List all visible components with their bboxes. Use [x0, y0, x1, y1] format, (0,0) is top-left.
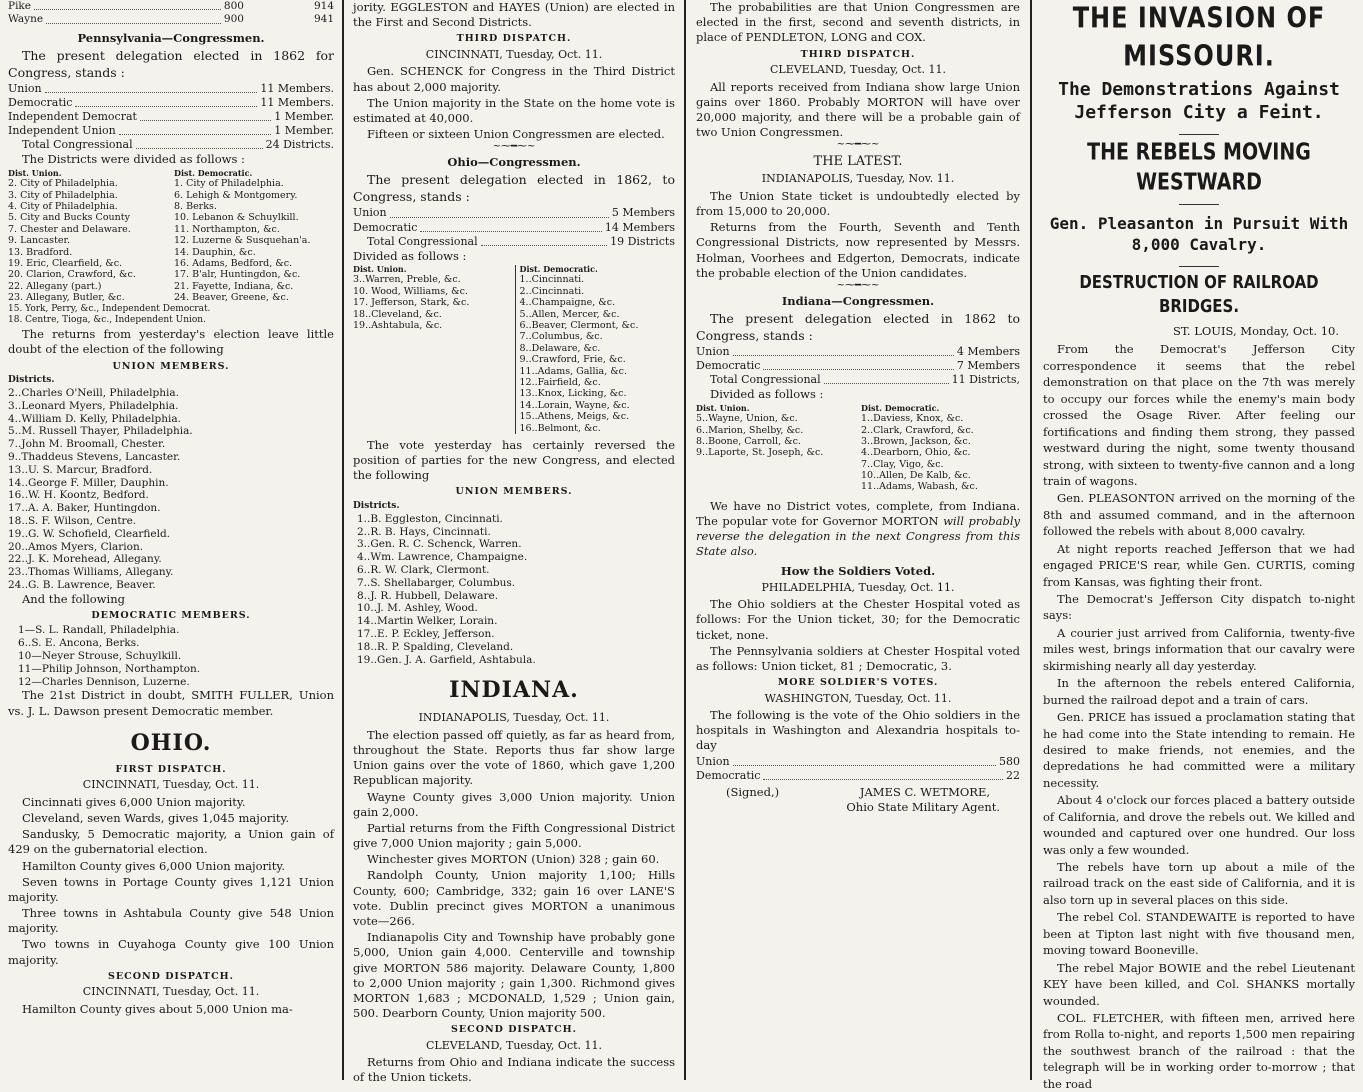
article-para: Gen. PLEASONTON arrived on the morning of the 8th and assumed command, and in the afternoon followed the rebels with about 8,000 cavalry.: [1043, 491, 1355, 539]
district-entry: 7..Clay, Vigo, &c.: [861, 458, 944, 470]
signature-block: [696, 785, 1020, 800]
third-dateline: CLEVELAND, Tuesday, Oct. 11.: [769, 63, 947, 77]
ornament-rule: ~⁓━⁓~: [836, 279, 880, 291]
district-entry: 21. Fayette, Indiana, &c.: [174, 280, 294, 292]
indiana-total: [710, 373, 1020, 387]
district-entry: 17. B'alr, Huntingdon, &c.: [174, 269, 301, 281]
tally-label: Union: [353, 206, 387, 220]
oh-union-members-heading: UNION MEMBERS.: [455, 486, 573, 498]
tally-row: [696, 769, 1020, 783]
member-entry: 8..J. R. Hubbell, Delaware.: [357, 589, 499, 602]
district-entry: 1. City of Philadelphia.: [174, 178, 284, 190]
tally-value: 22: [1006, 768, 1020, 782]
pa-dem-header: Dist. Democratic.: [174, 167, 253, 178]
districts-label: Districts.: [8, 375, 55, 386]
latest-dateline: INDIANAPOLIS, Tuesday, Nov. 11.: [761, 172, 955, 186]
tally-row: [8, 96, 334, 110]
article-para: In the afternoon the rebels entered California, burned the railroad depot and a train of cars.: [1043, 676, 1355, 707]
article-para: About 4 o'clock our forces placed a battery outside of California, and drove the rebels out. We killed and wounded and captured over one hundred. Our loss was only a few wounded.: [1043, 793, 1355, 857]
leader-dots: [763, 359, 953, 370]
district-entry: 1..Daviess, Knox, &c.: [861, 413, 964, 425]
district-entry: 1..Cincinnati.: [519, 274, 585, 286]
member-entry: 17..E. P. Eckley, Jefferson.: [357, 627, 495, 640]
tally-value: 24 Districts.: [265, 138, 334, 152]
member-entry: 2..Charles O'Neill, Philadelphia.: [8, 387, 179, 399]
soldiers-text: [696, 597, 1020, 674]
ohio-congressmen-heading: Ohio—Congressmen.: [447, 155, 581, 170]
indiana-dateline: INDIANAPOLIS, Tuesday, Oct. 11.: [418, 711, 610, 725]
tally-row: [8, 82, 334, 96]
indiana-para: The election passed off quietly, as far as heard from, throughout the State. Reports thus far show large Union gains over the vote of 1860, which gave 1,200 Republican majority.: [353, 727, 675, 788]
headline-rebels-moving: THE REBELS MOVING WESTWARD: [1087, 139, 1311, 197]
member-entry: 14..Martin Welker, Lorain.: [357, 615, 498, 628]
pa-returns: The returns from yesterday's election leave little doubt of the election of the following: [8, 327, 334, 357]
ohio-total: [367, 235, 675, 249]
district-entry: 8. Berks.: [174, 200, 217, 212]
county-row: [8, 0, 334, 13]
indiana-para: Indianapolis City and Township have probably gone 5,000, Union gain 4,000. Centerville and township give MORTON 586 majority. Delaware County, 1,800 to 2,000 Union majority ; gain 1,300. Richmond gives MORTON 1,683 ; MCDONALD, 1,529 ; Union gain, 500. Dearborn County, Union majority 500.: [353, 930, 675, 1021]
column-rule: [342, 0, 344, 1080]
in-dem-header: Dist. Democratic.: [861, 402, 940, 413]
soldiers-para: The Ohio soldiers at the Chester Hospital voted as follows: For the Union ticket, 30; for the Democratic ticket, none.: [696, 597, 1020, 642]
oh-union-header: Dist. Union.: [353, 263, 407, 274]
member-entry: 10..J. M. Ashley, Wood.: [357, 602, 478, 615]
member-entry: 23..Thomas Williams, Allegany.: [8, 566, 174, 579]
col3-top-para: The probabilities are that Union Congressmen are elected in the first, second and seventh districts, in place of PENDLETON, LONG and COX.: [696, 0, 1020, 45]
tally-label: Independent Democrat: [8, 110, 137, 124]
indiana-para: Winchester gives MORTON (Union) 328 ; gain 60.: [367, 852, 660, 867]
district-entry: 4. City of Philadelphia.: [8, 200, 118, 212]
tally-row: [696, 345, 1020, 359]
district-21: The 21st District in doubt, SMITH FULLER, Union vs. J. L. Dawson present Democratic member.: [8, 688, 334, 718]
headline-rule: [1179, 204, 1219, 205]
tally-value: 4 Members: [956, 345, 1020, 359]
member-entry: 3..Leonard Myers, Philadelphia.: [8, 399, 179, 412]
article-para: COL. FLETCHER, with fifteen men, arrived here from Rolla to-night, and reports 1,500 men repairing the southwest branch of the railroad : that the telegraph will be in working order to-morrow ; that the road: [1043, 1010, 1355, 1091]
district-entry: 11..Adams, Gallia, &c.: [519, 365, 628, 377]
member-entry: 14..George F. Miller, Dauphin.: [8, 476, 169, 489]
district-entry: 13. Bradford.: [8, 246, 73, 258]
district-entry: 8..Delaware, &c.: [519, 342, 601, 354]
district-entry: 12. Luzerne & Susquehan'a.: [174, 235, 311, 247]
tally-label: Democratic: [696, 359, 761, 373]
tally-label: Total Congressional: [367, 234, 478, 248]
district-entry: 10..Allen, De Kalb, &c.: [861, 470, 971, 482]
leader-dots: [119, 124, 271, 135]
article-para: From the Democrat's Jefferson City correspondence it seems that the rebel demonstration on that place on the 7th was merely to occupy our forces while the enemy's main body crossed the Osage River. After feeling our fortifications and finding them strong, they passed westward during the night, some twenty thousand strong, with sixteen to twenty-five cannon and a long train of wagons.: [1043, 342, 1355, 488]
leader-dots: [481, 235, 607, 246]
indiana-para: Wayne County gives 3,000 Union majority. Union gain 2,000.: [353, 789, 675, 819]
district-entry: 14. Dauphin, &c.: [174, 246, 256, 258]
tally-row: [8, 110, 334, 124]
county-vote-1: 800: [223, 0, 244, 12]
indiana-intro: The present delegation elected in 1862 to Congress, stands :: [696, 311, 1020, 343]
district-entry: 5. City and Bucks County: [8, 212, 130, 224]
district-entry: 3..Brown, Jackson, &c.: [861, 435, 971, 447]
member-entry: 5..M. Russell Thayer, Philadelphia.: [8, 425, 193, 438]
district-entry: 19..Ashtabula, &c.: [353, 319, 443, 331]
leader-dots: [763, 769, 1003, 780]
district-entry: 3. City of Philadelphia.: [8, 189, 118, 201]
member-entry: 18..S. F. Wilson, Centre.: [8, 514, 137, 527]
leader-dots: [420, 221, 601, 232]
leader-dots: [733, 345, 954, 356]
column-rule: [1030, 0, 1032, 1080]
ohio-return: Seven towns in Portage County gives 1,121 Union majority.: [8, 874, 334, 904]
member-entry: 3..Gen. R. C. Schenck, Warren.: [357, 538, 522, 551]
member-entry: 6..R. W. Clark, Clermont.: [357, 564, 490, 576]
article-para: Gen. PRICE has issued a proclamation stating that he had come into the State intending to remain. He desired to make friends, not enemies, and the depredations he had committed were a military necessity.: [1043, 710, 1355, 790]
tally-value: 580: [999, 754, 1020, 768]
latest-para: The Union State ticket is undoubtedly elected by from 15,000 to 20,000.: [696, 188, 1020, 219]
reversed-para: The vote yesterday has certainly reversed the position of parties for the new Congress, and elected the following: [353, 437, 675, 483]
member-entry: 17..A. A. Baker, Huntingdon.: [8, 502, 161, 515]
member-entry: 18..R. P. Spalding, Cleveland.: [357, 640, 514, 653]
ornament-rule: ~⁓━⁓~: [836, 139, 880, 151]
indiana-district-table: [696, 404, 1020, 493]
ohio-return: Cincinnati gives 6,000 Union majority.: [22, 794, 246, 809]
dispatch-para: The Union majority in the State on the home vote is estimated at 40,000.: [353, 95, 675, 125]
district-entry: 13..Knox, Licking, &c.: [519, 388, 627, 400]
tally-label: Total Congressional: [22, 138, 133, 152]
leader-dots: [75, 96, 257, 107]
tally-row: [696, 359, 1020, 373]
headline-demonstrations: The Demonstrations Against Jefferson City a Feint.: [1058, 79, 1340, 123]
oh-dem-header: Dist. Democratic.: [519, 263, 598, 274]
ohio-return: Two towns in Cuyahoga County give 100 Union majority.: [8, 937, 334, 967]
district-entry: 5..Wayne, Union, &c.: [696, 413, 798, 425]
soldiers-dateline: PHILADELPHIA, Tuesday, Oct. 11.: [761, 580, 955, 594]
second-dateline: CLEVELAND, Tuesday, Oct. 11.: [425, 1038, 603, 1052]
latest-para: Returns from the Fourth, Seventh and Tenth Congressional Districts, now represented by Messrs. Holman, Voorhees and Edgerton, Democrats, indicate the probable election of the Union candidates.: [696, 220, 1020, 280]
third-dispatch-text: [353, 64, 675, 142]
tally-value: 11 Districts,: [951, 373, 1020, 387]
district-entry: 23. Allegany, Butler, &c.: [8, 292, 125, 304]
tally-label: Democratic: [8, 96, 73, 110]
county-vote-2: 914: [313, 0, 334, 12]
pa-dem-members-heading: DEMOCRATIC MEMBERS.: [91, 609, 251, 621]
county-returns: [8, 0, 334, 27]
pa-tally: [8, 82, 334, 138]
dispatch-para: Gen. SCHENCK for Congress in the Third District has about 2,000 majority.: [353, 64, 675, 94]
leader-dots: [824, 373, 949, 384]
tally-value: 19 Districts: [610, 234, 675, 248]
county-vote-2: 941: [313, 13, 334, 26]
more-votes-heading: MORE SOLDIER'S VOTES.: [777, 677, 939, 689]
district-entry: 4..Dearborn, Ohio, &c.: [861, 447, 971, 459]
headline-rule: [1179, 266, 1219, 267]
indiana-congressmen-heading: Indiana—Congressmen.: [781, 293, 935, 308]
tally-value: 1 Member.: [274, 110, 334, 124]
member-entry: 16..W. H. Koontz, Bedford.: [8, 489, 149, 502]
latest-text: [696, 189, 1020, 281]
article-para: The rebel Major BOWIE and the rebel Lieutenant KEY have been killed, and Col. SHANKS mortally wounded.: [1043, 960, 1355, 1008]
tally-value: 1 Member.: [274, 124, 334, 138]
district-entry: 18. Centre, Tioga, &c., Independent Union.: [8, 315, 206, 326]
county-vote-1: 900: [223, 13, 244, 26]
washington-tally: [696, 755, 1020, 783]
third-dateline: CINCINNATI, Tuesday, Oct. 11.: [425, 47, 603, 61]
district-entry: 15. York, Perry, &c., Independent Democrat.: [8, 303, 211, 314]
ohio-return: Cleveland, seven Wards, gives 1,045 majority.: [22, 811, 290, 826]
district-entry: 24. Beaver, Greene, &c.: [174, 292, 289, 304]
district-entry: 8..Boone, Carroll, &c.: [696, 435, 801, 447]
headline-invasion: THE INVASION OF MISSOURI.: [1072, 0, 1326, 73]
tally-row: [353, 221, 675, 235]
st-louis-dateline: ST. LOUIS, Monday, Oct. 10.: [1173, 324, 1339, 339]
third-dispatch: THIRD DISPATCH.: [456, 33, 572, 45]
first-dispatch: FIRST DISPATCH.: [115, 763, 227, 775]
pa-congressmen-heading: Pennsylvania—Congressmen.: [77, 30, 265, 45]
ohio-district-table: [353, 265, 675, 434]
member-entry: 1..B. Eggleston, Cincinnati.: [357, 512, 503, 525]
leader-dots: [34, 0, 221, 10]
member-entry: 7..S. Shellabarger, Columbus.: [357, 576, 516, 589]
district-entry: 6..Beaver, Clermont, &c.: [519, 319, 639, 331]
oh-union-members: [353, 513, 675, 667]
first-dateline: CINCINNATI, Tuesday, Oct. 11.: [82, 778, 260, 792]
member-entry: 6..S. E. Ancona, Berks.: [18, 637, 140, 650]
member-entry: 19..Gen. J. A. Garfield, Ashtabula.: [357, 653, 536, 666]
pa-dem-members: [8, 624, 334, 688]
pa-union-members-heading: UNION MEMBERS.: [112, 360, 230, 372]
washington-dateline: WASHINGTON, Tuesday, Oct. 11.: [764, 691, 952, 705]
district-entry: 15..Athens, Meigs, &c.: [519, 411, 630, 423]
member-entry: 13..U. S. Marcur, Bradford.: [8, 463, 153, 476]
district-entry: 2..Cincinnati.: [519, 285, 585, 297]
district-entry: 9..Crawford, Frie, &c.: [519, 354, 626, 366]
ohio-return: Three towns in Ashtabula County give 548 Union majority.: [8, 906, 334, 936]
member-entry: 4..William D. Kelly, Philadelphia.: [8, 412, 181, 425]
second-text: Hamilton County gives about 5,000 Union ma-: [22, 1001, 293, 1016]
tally-value: 14 Members: [604, 220, 675, 234]
and-following: And the following: [22, 591, 125, 606]
member-entry: 11—Philip Johnson, Northampton.: [18, 662, 201, 675]
tally-label: Union: [696, 345, 730, 359]
signer-name: JAMES C. WETMORE,: [859, 784, 990, 799]
district-entry: 4..Champaigne, &c.: [519, 297, 616, 309]
total-row: [710, 373, 1020, 387]
indiana-heading: INDIANA.: [449, 677, 579, 704]
washington-text: The following is the vote of the Ohio soldiers in the hospitals in Washington and Alexandria hospitals to-day: [696, 708, 1020, 753]
district-entry: 16. Adams, Bedford, &c.: [174, 257, 293, 269]
district-entry: 10. Lebanon & Schuylkill.: [174, 212, 299, 224]
column-rule: [684, 0, 686, 1080]
county-name: Pike: [8, 0, 31, 12]
member-entry: 1—S. L. Randall, Philadelphia.: [18, 624, 180, 637]
second-dispatch: SECOND DISPATCH.: [108, 970, 234, 982]
indiana-divided: Divided as follows :: [710, 387, 824, 402]
ohio-intro: The present delegation elected in 1862, to Congress, stands :: [353, 172, 675, 204]
headline-pleasanton: Gen. Pleasanton in Pursuit With 8,000 Cavalry.: [1049, 213, 1349, 255]
county-row: [8, 13, 334, 26]
leader-dots: [733, 755, 996, 766]
tally-label: Independent Union: [8, 124, 116, 138]
leader-dots: [46, 13, 221, 23]
column-4: [1035, 0, 1363, 1091]
county-name: Wayne: [8, 13, 44, 26]
third-dispatch: THIRD DISPATCH.: [800, 48, 916, 60]
tally-label: Democratic: [353, 220, 418, 234]
no-district-votes: We have no District votes, complete, from Indiana. The popular vote for Governor MORTON will probably reverse the delegation in the next Congress from this State also.: [696, 498, 1021, 559]
district-entry: 5..Allen, Mercer, &c.: [519, 308, 620, 320]
district-entry: 17. Jefferson, Stark, &c.: [353, 297, 470, 309]
ohio-heading: OHIO.: [130, 729, 212, 756]
district-entry: 2..Clark, Crawford, &c.: [861, 424, 974, 436]
tally-value: 7 Members: [956, 359, 1020, 373]
signed-label: (Signed,): [726, 784, 780, 799]
pa-independents: [8, 304, 334, 328]
leader-dots: [390, 206, 609, 217]
district-entry: 9. Lancaster.: [8, 235, 70, 247]
second-text: Returns from Ohio and Indiana indicate the success of the Union tickets.: [353, 1055, 675, 1085]
pa-intro: The present delegation elected in 1862 for Congress, stands :: [8, 48, 334, 80]
district-entry: 7. Chester and Delaware.: [8, 223, 131, 235]
district-entry: 11. Northampton, &c.: [174, 223, 280, 235]
member-entry: 4..Wm. Lawrence, Champaigne.: [357, 551, 528, 564]
second-dateline: CINCINNATI, Tuesday, Oct. 11.: [82, 985, 260, 999]
district-entry: 14..Lorain, Wayne, &c.: [519, 399, 630, 411]
leader-dots: [136, 138, 263, 149]
indiana-returns: [353, 728, 675, 1021]
signer-title: Ohio State Military Agent.: [846, 799, 1000, 814]
indiana-para: Partial returns from the Fifth Congressional District give 7,000 Union majority ; gain 5,000.: [353, 820, 675, 851]
headline-rule: [1179, 134, 1219, 135]
district-entry: 22. Allegany (part.): [8, 280, 102, 292]
ohio-return: Hamilton County gives 6,000 Union majority.: [22, 858, 285, 873]
district-entry: 20. Clarion, Crawford, &c.: [8, 269, 136, 281]
pa-union-members: [8, 387, 334, 592]
district-entry: 18..Cleveland, &c.: [353, 308, 442, 320]
district-entry: 6. Lehigh & Montgomery.: [174, 189, 298, 201]
pa-union-header: Dist. Union.: [8, 167, 62, 178]
missouri-article: [1043, 341, 1355, 1092]
tally-label: Union: [8, 82, 42, 96]
column-2: [345, 0, 683, 1085]
tally-value: 5 Members: [611, 206, 675, 220]
article-para: The rebel Col. STANDEWAITE is reported to have been at Tipton last night with five thousand men, moving toward Booneville.: [1043, 910, 1355, 958]
second-dispatch: SECOND DISPATCH.: [451, 1024, 577, 1036]
member-entry: 2..R. B. Hays, Cincinnati.: [357, 525, 491, 538]
member-entry: 9..Thaddeus Stevens, Lancaster.: [8, 450, 181, 463]
dispatch-para: Fifteen or sixteen Union Congressmen are elected.: [367, 127, 665, 142]
district-entry: 11..Adams, Wabash, &c.: [861, 481, 978, 493]
district-entry: 6..Marion, Shelby, &c.: [696, 424, 804, 436]
district-entry: 3..Warren, Preble, &c.: [353, 274, 461, 286]
ohio-return: Sandusky, 5 Democratic majority, a Union gain of 429 on the gubernatorial election.: [8, 827, 334, 857]
district-entry: 19. Eric, Clearfield, &c.: [8, 257, 123, 269]
ohio-returns: [8, 795, 334, 968]
district-entry: 2. City of Philadelphia.: [8, 178, 118, 190]
indiana-tally: [696, 345, 1020, 373]
article-para: At night reports reached Jefferson that we had engaged PRICE'S rear, while Gen. CURTIS, coming from Kansas, was fighting their front.: [1043, 541, 1355, 589]
soldiers-heading: How the Soldiers Voted.: [780, 563, 936, 578]
article-para: A courier just arrived from California, twenty-five miles west, brings information that our cavalry were skirmishing nearly all day yesterday.: [1043, 625, 1355, 673]
tally-row: [8, 124, 334, 138]
member-entry: 7..John M. Broomall, Chester.: [8, 438, 166, 451]
pa-total: [22, 138, 334, 152]
col2-top-para: jority. EGGLESTON and HAYES (Union) are elected in the First and Second Districts.: [353, 0, 675, 30]
district-entry: 12..Fairfield, &c.: [519, 376, 601, 388]
headline-destruction: DESTRUCTION OF RAILROAD BRIDGES.: [1079, 270, 1319, 317]
tally-label: Union: [696, 754, 730, 768]
column-3: [688, 0, 1028, 1080]
column-1: [0, 0, 342, 1080]
latest-heading: THE LATEST.: [813, 154, 903, 170]
leader-dots: [45, 82, 258, 93]
pa-district-table: [8, 169, 334, 304]
member-entry: 10—Neyer Strouse, Schuylkill.: [18, 650, 182, 663]
ornament-rule: ~⁓━⁓~: [492, 141, 536, 153]
ohio-divided: Divided as follows :: [353, 248, 467, 263]
soldiers-para: The Pennsylvania soldiers at Chester Hospital voted as follows: Union ticket, 81 ; Democratic, 3.: [696, 643, 1020, 673]
pa-divided: The Districts were divided as follows :: [22, 152, 245, 167]
tally-value: 11 Members.: [260, 82, 334, 96]
member-entry: 12—Charles Dennison, Luzerne.: [18, 675, 190, 688]
member-entry: 22..J. K. Morehead, Allegany.: [8, 553, 162, 566]
member-entry: 19..G. W. Schofield, Clearfield.: [8, 527, 171, 540]
member-entry: 20..Amos Myers, Clarion.: [8, 540, 144, 553]
leader-dots: [140, 110, 271, 121]
third-text: All reports received from Indiana show large Union gains over 1860. Probably MORTON will have over 20,000 majority, and there will be a probable gain of two Union Congressmen.: [696, 79, 1020, 140]
district-entry: 7..Columbus, &c.: [519, 331, 603, 343]
total-row: [22, 138, 334, 152]
district-entry: 10. Wood, Williams, &c.: [353, 285, 468, 297]
district-entry: 16..Belmont, &c.: [519, 422, 601, 434]
ohio-tally: [353, 206, 675, 234]
tally-row: [353, 206, 675, 220]
article-para: The rebels have torn up about a mile of the railroad track on the east side of California, and it is also torn up in several places on this side.: [1043, 860, 1355, 907]
districts-label: Districts.: [353, 500, 400, 511]
district-entry: 9..Laporte, St. Joseph, &c.: [696, 447, 824, 459]
tally-label: Total Congressional: [710, 373, 821, 387]
tally-label: Democratic: [696, 768, 761, 782]
total-row: [367, 235, 675, 249]
member-entry: 24..G. B. Lawrence, Beaver.: [8, 578, 156, 591]
tally-value: 11 Members.: [260, 96, 334, 110]
in-union-header: Dist. Union.: [696, 402, 750, 413]
tally-row: [696, 755, 1020, 769]
indiana-para: Randolph County, Union majority 1,100; Hills County, 600; Cambridge, 332; gain 16 over LANE'S vote. Dublin precinct gives MORTON a unanimous vote—266.: [353, 868, 675, 928]
article-para: The Democrat's Jefferson City dispatch to-night says:: [1043, 592, 1355, 623]
